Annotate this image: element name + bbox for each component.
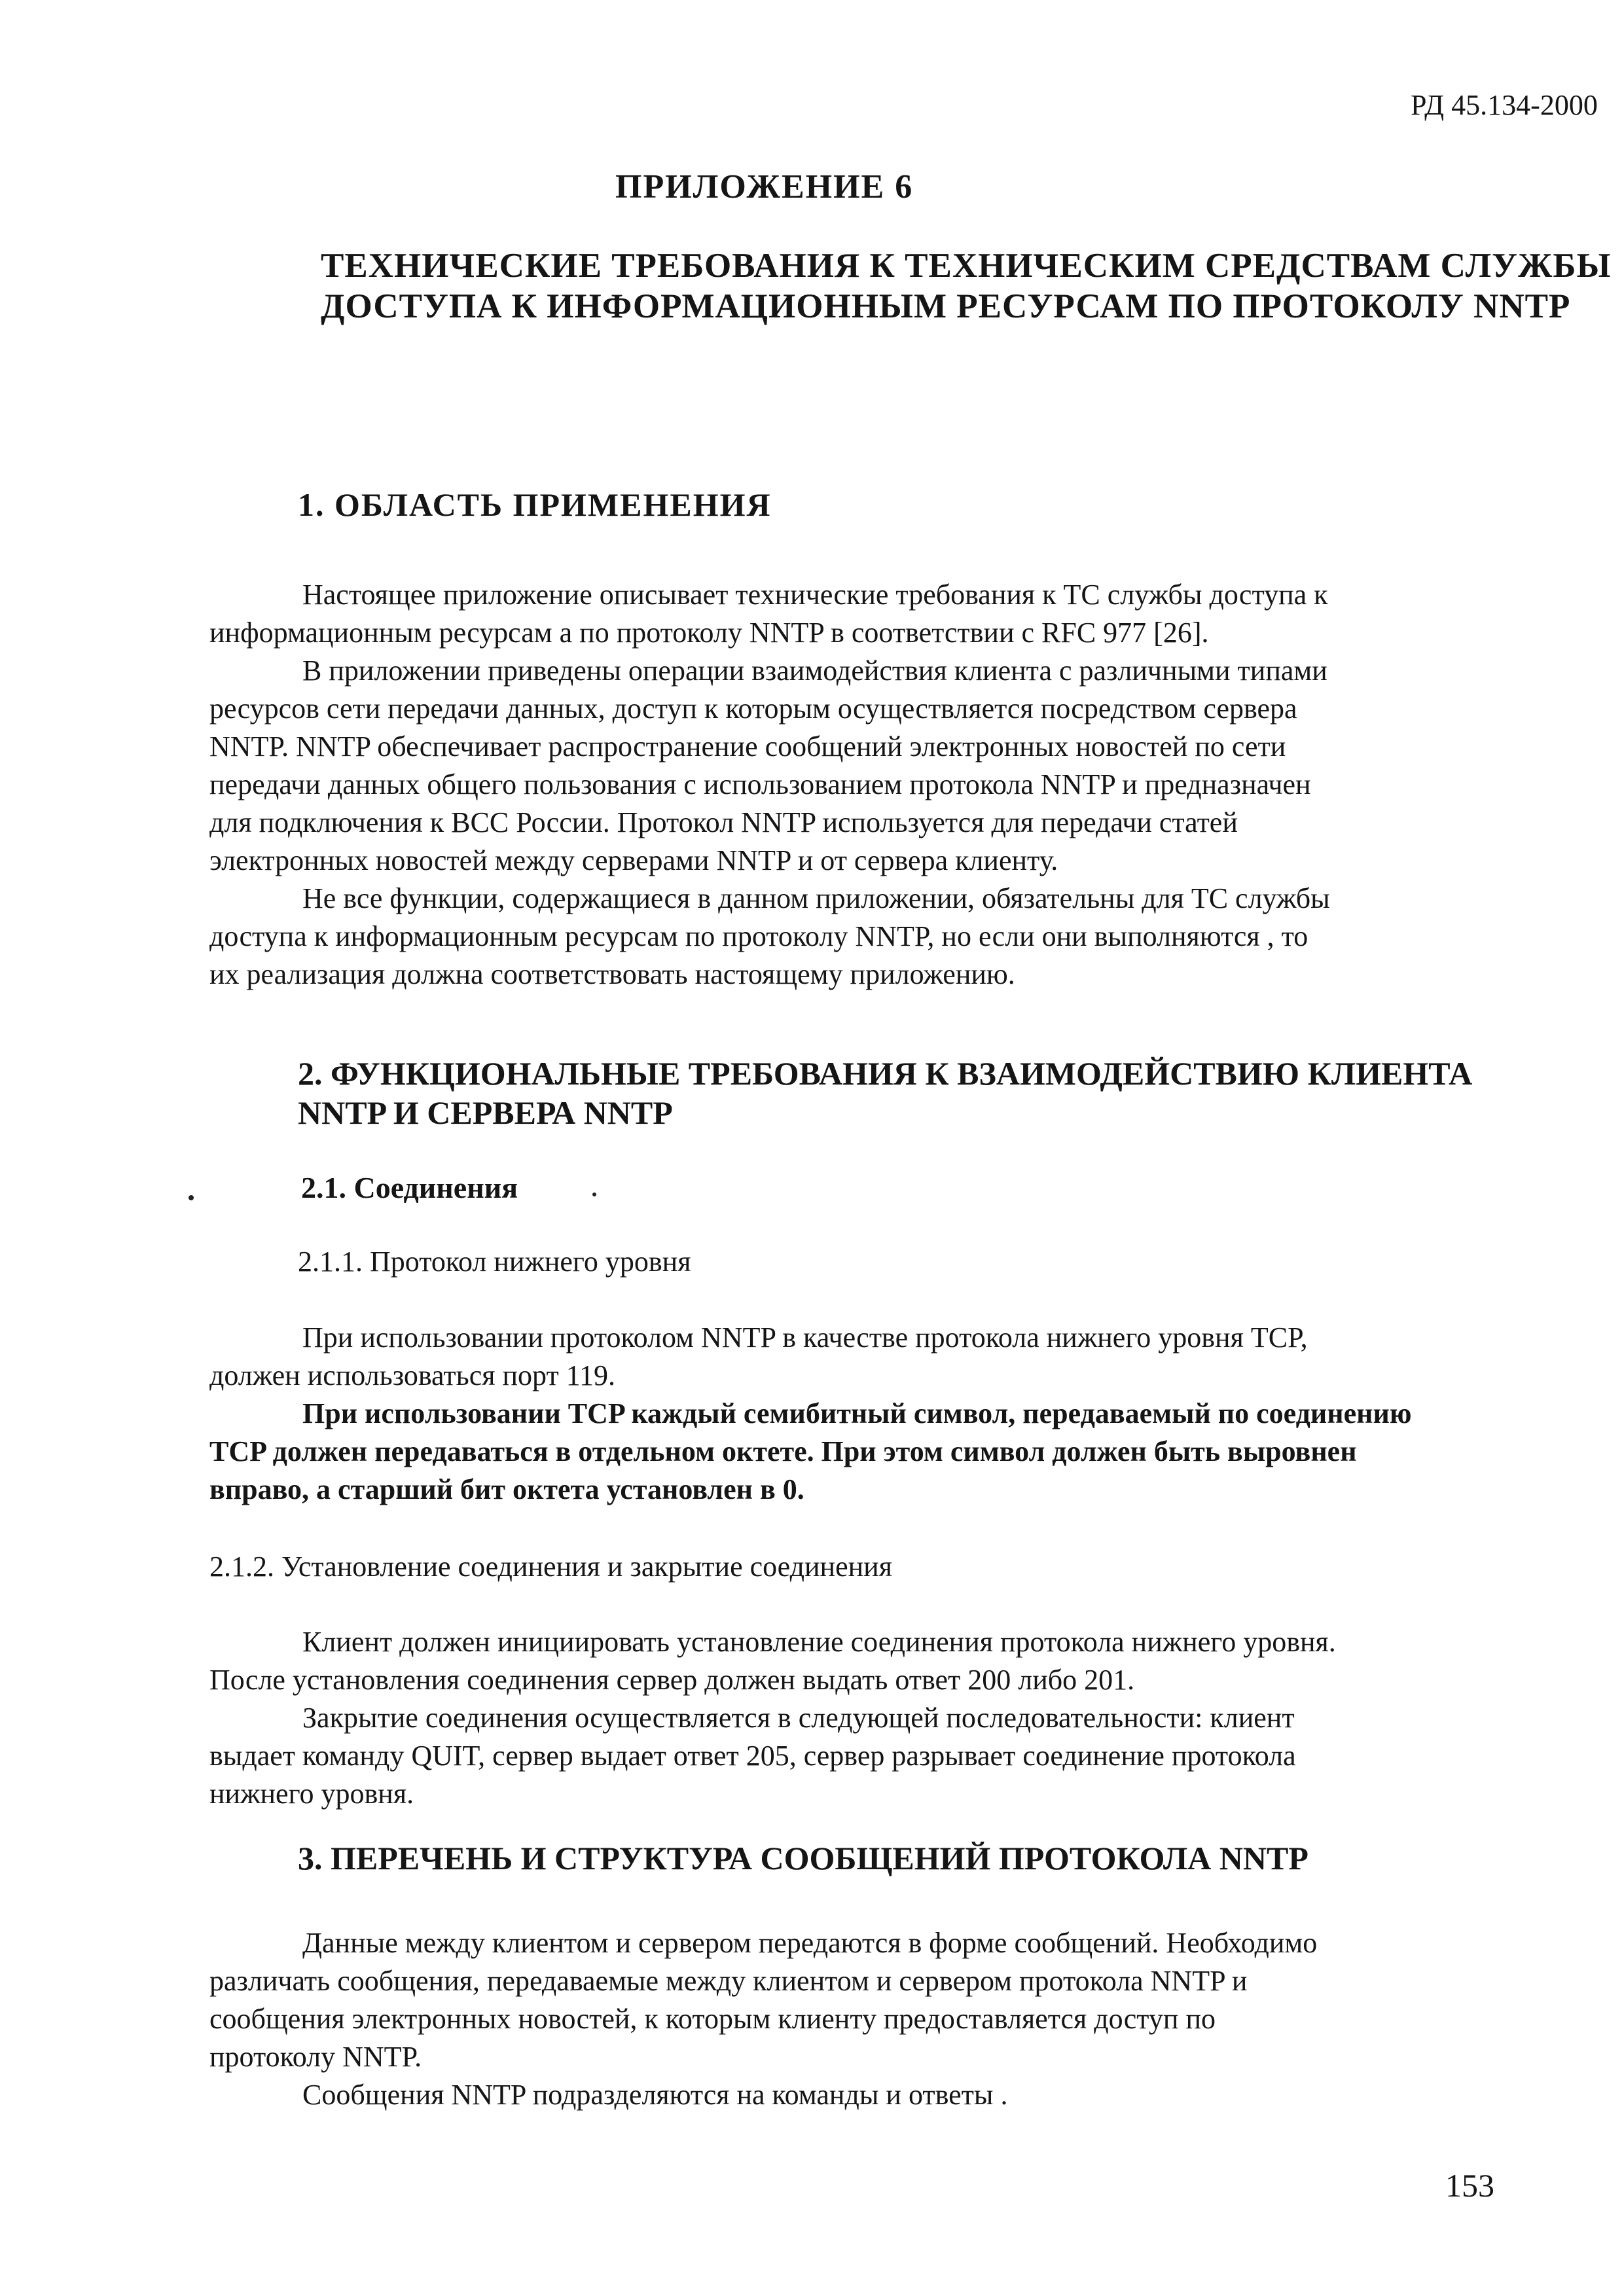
- text-line: Настоящее приложение описывает технические требования к ТС службы доступа к: [302, 579, 1328, 611]
- text-line: их реализация должна соответствовать настоящему приложению.: [209, 958, 1015, 990]
- section-1-paragraph-1: [209, 576, 1328, 652]
- scan-speck: [189, 1195, 194, 1200]
- section-1-paragraph-3: [209, 880, 1330, 994]
- text-line: выдает команду QUIT, сервер выдает ответ 205, сервер разрывает соединение протокола: [209, 1740, 1296, 1772]
- text-line: вправо, а старший бит октета установлен в 0.: [209, 1473, 804, 1505]
- text-line: нижнего уровня.: [209, 1778, 414, 1810]
- text-line: В приложении приведены операции взаимодействия клиента с различными типами: [302, 655, 1327, 687]
- text-line: Сообщения NNTP подразделяются на команды и ответы .: [302, 2079, 1008, 2111]
- text-line: При использовании протоколом NNTP в качестве протокола нижнего уровня TCP,: [302, 1321, 1308, 1354]
- title-line: ТЕХНИЧЕСКИЕ ТРЕБОВАНИЯ К ТЕХНИЧЕСКИМ СРЕДСТВАМ СЛУЖБЫ: [321, 247, 1612, 285]
- text-line: TCP должен передаваться в отдельном октете. При этом символ должен быть выровнен: [209, 1435, 1357, 1467]
- document-title: [321, 245, 1611, 327]
- text-line: Не все функции, содержащиеся в данном приложении, обязательны для ТС службы: [302, 882, 1330, 914]
- text-line: Закрытие соединения осуществляется в следующей последовательности: клиент: [302, 1702, 1295, 1734]
- text-line: протоколу NNTP.: [209, 2041, 422, 2073]
- text-line: NNTP. NNTP обеспечивает распространение сообщений электронных новостей по сети: [209, 730, 1286, 762]
- title-line: ДОСТУПА К ИНФОРМАЦИОННЫМ РЕСУРСАМ ПО ПРОТОКОЛУ NNTP: [321, 287, 1571, 325]
- section-2-heading: [298, 1054, 1472, 1132]
- heading-line: 2. ФУНКЦИОНАЛЬНЫЕ ТРЕБОВАНИЯ К ВЗАИМОДЕЙСТВИЮ КЛИЕНТА: [298, 1055, 1473, 1092]
- section-3-heading: 3. ПЕРЕЧЕНЬ И СТРУКТУРА СООБЩЕНИЙ ПРОТОКОЛА NNTP: [298, 1840, 1308, 1876]
- scan-speck: [592, 1193, 596, 1196]
- subsection-2-1-heading: 2.1. Соединения: [301, 1171, 518, 1204]
- appendix-label: ПРИЛОЖЕНИЕ 6: [615, 168, 914, 206]
- text-line: электронных новостей между серверами NNTP и от сервера клиенту.: [209, 844, 1058, 876]
- text-line: информационным ресурсам а по протоколу NNTP в соответствии с RFC 977 [26].: [209, 617, 1209, 649]
- text-line: передачи данных общего пользования с использованием протокола NNTP и предназначен: [209, 768, 1311, 800]
- text-line: После установления соединения сервер должен выдать ответ 200 либо 201.: [209, 1664, 1135, 1696]
- text-line: должен использоваться порт 119.: [209, 1359, 616, 1391]
- text-line: Данные между клиентом и сервером передаются в форме сообщений. Необходимо: [302, 1927, 1318, 1959]
- section-2-paragraph-2: [209, 1395, 1411, 1509]
- text-line: различать сообщения, передаваемые между клиентом и сервером протокола NNTP и: [209, 1965, 1248, 1997]
- subsection-2-1-1-heading: 2.1.1. Протокол нижнего уровня: [298, 1246, 691, 1278]
- section-1-heading: 1. ОБЛАСТЬ ПРИМЕНЕНИЯ: [298, 486, 772, 523]
- page-number: 153: [1445, 2167, 1494, 2204]
- section-2-paragraph-3: [209, 1623, 1336, 1699]
- text-line: ресурсов сети передачи данных, доступ к которым осуществляется посредством сервера: [209, 692, 1297, 725]
- text-line: для подключения к ВСС России. Протокол NNTP используется для передачи статей: [209, 806, 1238, 838]
- subsection-2-1-2-heading: 2.1.2. Установление соединения и закрытие соединения: [209, 1551, 892, 1583]
- document-code: РД 45.134-2000: [1411, 89, 1598, 121]
- section-2-paragraph-1: [209, 1319, 1308, 1395]
- section-3-paragraph-1: [209, 1924, 1317, 2076]
- heading-line: NNTP И СЕРВЕРА NNTP: [298, 1094, 673, 1131]
- text-line: сообщения электронных новостей, к которым клиенту предоставляется доступ по: [209, 2003, 1216, 2035]
- section-3-paragraph-2: [209, 2076, 1007, 2114]
- text-line: Клиент должен инициировать установление соединения протокола нижнего уровня.: [302, 1626, 1336, 1658]
- text-line: При использовании TCP каждый семибитный символ, передаваемый по соединению: [302, 1397, 1412, 1429]
- text-line: доступа к информационным ресурсам по протоколу NNTP, но если они выполняются , то: [209, 920, 1308, 952]
- section-2-paragraph-4: [209, 1699, 1296, 1813]
- section-1-paragraph-2: [209, 652, 1327, 880]
